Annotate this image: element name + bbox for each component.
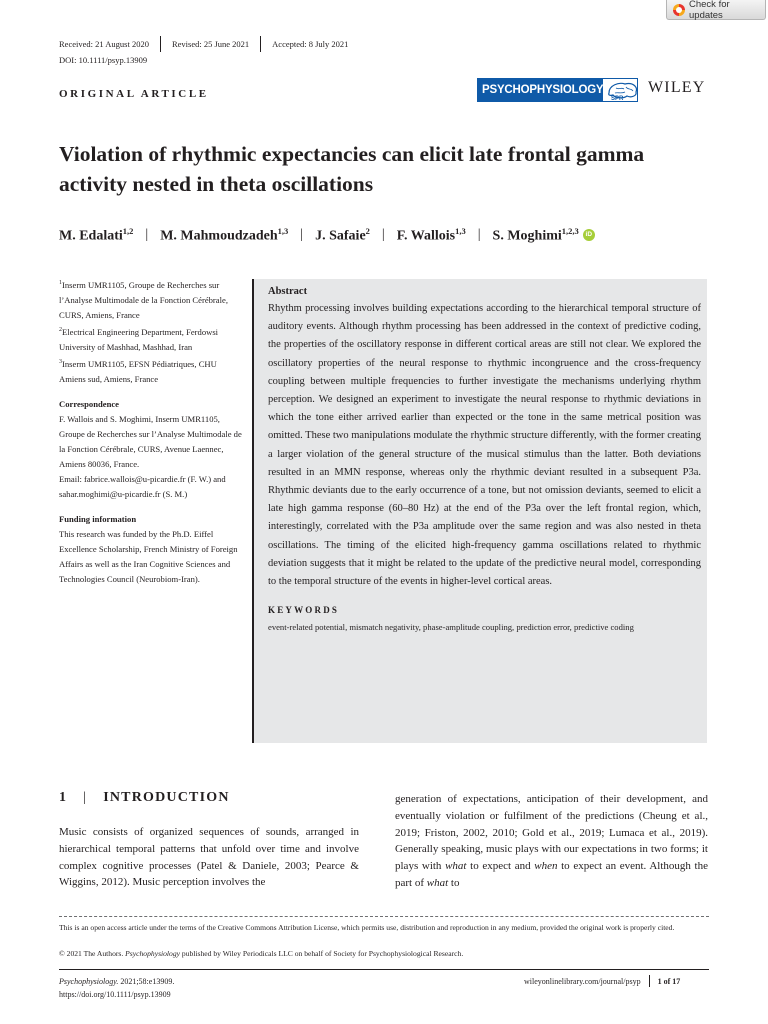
correspondence-heading: Correspondence bbox=[59, 398, 119, 409]
journal-name: PSYCHOPHYSIOLOGY bbox=[482, 84, 604, 96]
correspondence-text: F. Wallois and S. Moghimi, Inserm UMR1105, Groupe de Recherches sur l’Analyse Multimodale de la Fonction Cérébrale, CURS, Avenue Laennec, Amiens 80036, France. bbox=[59, 413, 242, 469]
copyright-text: © 2021 The Authors. Psychophysiology published by Wiley Periodicals LLC on behalf of Society for Psychophysiological Research. bbox=[59, 949, 464, 958]
section-divider: | bbox=[83, 790, 88, 805]
check-for-updates-label: Check for updates bbox=[689, 0, 730, 21]
date-divider bbox=[160, 36, 161, 52]
author[interactable]: M. Mahmoudzadeh$^{1,3}$ bbox=[160, 226, 289, 244]
footer-rule bbox=[59, 969, 709, 970]
citation-volume: 2021;58:e13909. bbox=[118, 977, 175, 986]
footer-site bbox=[524, 975, 680, 987]
section-title: INTRODUCTION bbox=[103, 790, 230, 805]
doi[interactable]: DOI: 10.1111/psyp.13909 bbox=[59, 55, 148, 65]
author[interactable]: J. Safaie$^2$ bbox=[315, 226, 370, 244]
author-divider: | bbox=[381, 227, 385, 243]
spr-badge-text: SPR bbox=[611, 96, 624, 101]
funding-heading: Funding information bbox=[59, 513, 137, 524]
orcid-icon[interactable]: iD bbox=[583, 229, 595, 241]
author[interactable]: M. Edalati$^{1,2}$ bbox=[59, 226, 134, 244]
author-divider: | bbox=[477, 227, 481, 243]
crossmark-icon bbox=[673, 4, 685, 16]
author[interactable]: S. Moghimi$^{1,2,3}$ bbox=[492, 226, 579, 244]
article-type: ORIGINAL ARTICLE bbox=[59, 88, 209, 100]
section-number: 1 bbox=[59, 790, 68, 805]
affiliation: $^3$Inserm UMR1105, EFSN Pédiatriques, CHU Amiens sud, Amiens, France bbox=[59, 358, 217, 384]
footer-divider bbox=[59, 916, 709, 917]
journal-logo[interactable] bbox=[477, 78, 638, 102]
date-divider bbox=[260, 36, 261, 52]
article-info-column bbox=[59, 276, 244, 587]
funding-text: This research was funded by the Ph.D. Eiffel Excellence Scholarship, French Ministry of Foreign Affairs as well as the Iran Cognitive Sciences and Technologies Council (Neurobiom-Iran). bbox=[59, 528, 238, 584]
intro-paragraph-left: Music consists of organized sequences of sounds, arranged in hierarchical temporal patterns that unfold over time and involve complex cognitive processes (Patel & Daniele, 2003; Pearce & Wiggins, 2012). Music perception involves the bbox=[59, 826, 359, 889]
author-divider: | bbox=[145, 227, 149, 243]
keywords-heading: KEYWORDS bbox=[268, 605, 340, 616]
license-text: This is an open access article under the terms of the Creative Commons Attribution License, which permits use, distribution and reproduction in any medium, provided the original work is properly cited. bbox=[59, 923, 675, 932]
journal-site-link[interactable]: wileyonlinelibrary.com/journal/psyp bbox=[524, 976, 641, 986]
page-number: 1 of 17 bbox=[657, 976, 681, 986]
spr-brain-icon bbox=[603, 78, 638, 102]
author[interactable]: F. Wallois$^{1,3}$ bbox=[396, 226, 466, 244]
abstract-heading: Abstract bbox=[268, 286, 308, 297]
revised-date: Revised: 25 June 2021 bbox=[171, 39, 250, 49]
citation-url[interactable]: https://doi.org/10.1111/psyp.13909 bbox=[59, 990, 171, 999]
received-date: Received: 21 August 2020 bbox=[59, 39, 149, 49]
affiliation: $^2$Electrical Engineering Department, Ferdowsi University of Mashhad, Mashhad, Iran bbox=[59, 326, 219, 352]
citation bbox=[59, 975, 174, 1001]
intro-paragraph-right: generation of expectations, anticipation of their development, and eventually violation or fulfilment of the predictions (Cheung et al., 2019; Friston, 2002, 2010; Gold et al., 2019; Lumaca et al., 2019). Generally speaking, music plays with our expectations in two forms; it plays with what to expect and when to expect an event. Although the part of what to bbox=[395, 793, 708, 889]
article-title: Violation of rhythmic expectancies can elicit late frontal gamma activity nested in theta oscillations bbox=[59, 142, 645, 196]
author-list bbox=[59, 226, 595, 245]
citation-journal: Psychophysiology. bbox=[59, 977, 119, 986]
publisher-logo[interactable]: WILEY bbox=[648, 79, 706, 96]
correspondence-email[interactable]: Email: fabrice.wallois@u-picardie.fr (F. W.) and sahar.moghimi@u-picardie.fr (S. M.) bbox=[59, 473, 226, 499]
keywords-list: event-related potential, mismatch negativity, phase-amplitude coupling, prediction error, predictive coding bbox=[268, 622, 634, 633]
accepted-date: Accepted: 8 July 2021 bbox=[272, 39, 349, 49]
abstract-box bbox=[252, 279, 707, 743]
check-for-updates-button[interactable] bbox=[666, 0, 766, 20]
article-dates bbox=[59, 36, 348, 52]
author-divider: | bbox=[300, 227, 304, 243]
page-divider bbox=[649, 975, 650, 987]
section-heading-introduction bbox=[59, 790, 230, 806]
abstract-text: Rhythm processing involves building expectations according to the hierarchical temporal structure of auditory events. Although rhythm processing has been addressed in the context of predictive coding, the properties of the oscillatory response in different cortical areas are still not clear. We explored the oscillatory properties of the neural response to rhythmic incongruence and the cross-frequency coupling between multiple frequencies to further investigate the mechanisms underlying rhythm perception. We designed an experiment to investigate the neural response to rhythmic deviations in which the tone either arrived earlier than expected or the tone in the same metrical position was omitted. These two manipulations modulate the rhythmic structure differently, with the former creating a larger violation of the general structure of the musical stimulus than the latter. Both deviations resulted in an MMN response, whereas only the rhythmic deviant resulted in a subsequent P3a. Rhythmic deviants due to the early occurrence of a tone, but not omission deviants, seemed to elicit a late high gamma response (60–80 Hz) at the end of the P3a over the left frontal region, which, interestingly, correlated with the P3a amplitude over the same region and was also nested in theta oscillations. The timing of the elicited high-frequency gamma oscillations related to rhythmic deviation suggests that it might be related to the update of the predictive neural model, corresponding to the temporal structure of the events in higher-level cortical areas. bbox=[268, 303, 701, 588]
affiliation: $^1$Inserm UMR1105, Groupe de Recherches sur l’Analyse Multimodale de la Fonction Cérébrale, CURS, Amiens, France bbox=[59, 279, 228, 320]
